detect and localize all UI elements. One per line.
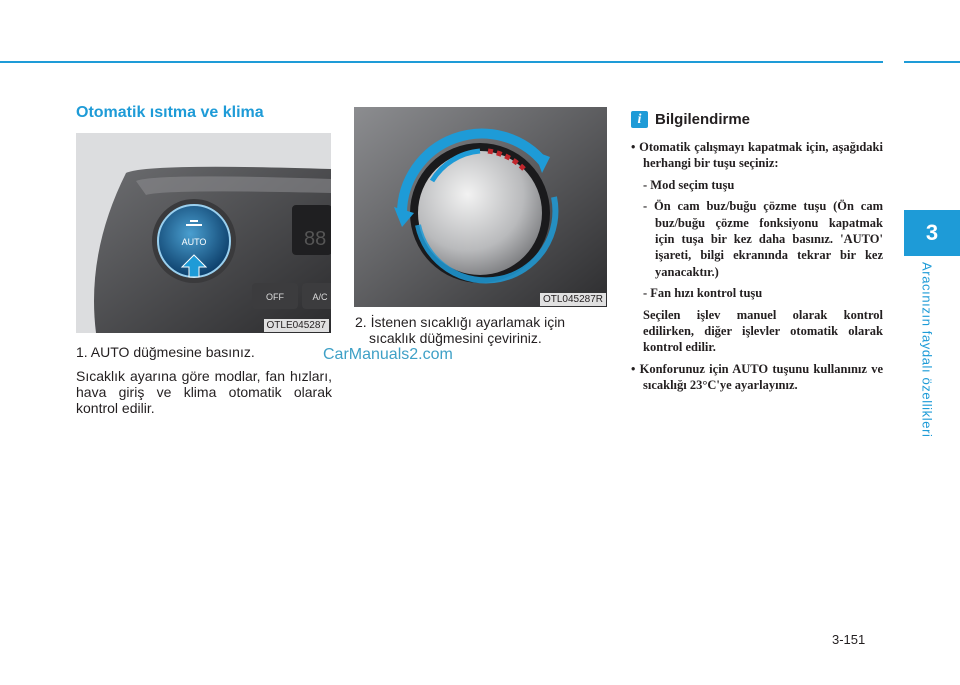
page-number: 3-151 [832,632,866,647]
figure-code-2: OTL045287R [540,293,606,306]
step-1-description: Sıcaklık ayarına göre modlar, fan hızları, hava giriş ve klima otomatik olarak kontrol edilir. [76,368,332,416]
figure-temperature-knob [354,107,607,307]
step-1-text: 1. AUTO düğmesine basınız. [76,344,255,360]
info-dash-1: - Mod seçim tuşu [643,177,735,192]
auto-button-label: AUTO [181,237,207,247]
chapter-side-title [917,262,937,440]
section-title: Otomatik ısıtma ve klima [76,104,264,121]
watermark: CarManuals2.com [323,346,453,363]
figure-code-1: OTLE045287 [264,319,330,332]
step-2-text: 2. İstenen sıcaklığı ayarlamak için sıcaklık düğmesini çeviriniz. [355,314,566,346]
off-button-label: OFF [266,292,284,302]
figure-auto-button [76,133,331,333]
temperature-knob-illustration [354,107,607,307]
info-icon: i [631,111,648,128]
auto-panel-illustration [76,133,331,333]
info-heading [631,111,750,128]
info-dash-2: - Ön cam buz/buğu çözme tuşu (Ön cam buz/buğu çözme fonksiyonu kapatmak için tuşa bir kez daha basınız. 'AUTO' işareti, bilgi ekranında tekrar bir kez yanacaktır.) [643,199,883,279]
chapter-title: Aracınızın faydalı özellikleri [919,262,935,438]
header-rule-right [904,61,960,63]
info-bullet-2: • Konforunuz için AUTO tuşunu kullanınız ve sıcaklığı 23°C'ye ayarlayınız. [631,361,883,393]
svg-text:88: 88 [304,228,327,250]
info-dash-paragraph: Seçilen işlev manuel olarak kontrol edilirken, diğer işlevler otomatik olarak kontrol edilir. [643,307,883,355]
info-dash-3: - Fan hızı kontrol tuşu [643,286,763,301]
info-bullet-1: • Otomatik çalışmayı kapatmak için, aşağıdaki herhangi bir tuşu seçiniz: [631,140,883,171]
chapter-number-tab: 3 [904,210,960,256]
info-body [631,139,883,399]
ac-button-label: A/C [312,292,328,302]
header-rule [0,61,883,63]
info-title: Bilgilendirme [655,111,751,128]
